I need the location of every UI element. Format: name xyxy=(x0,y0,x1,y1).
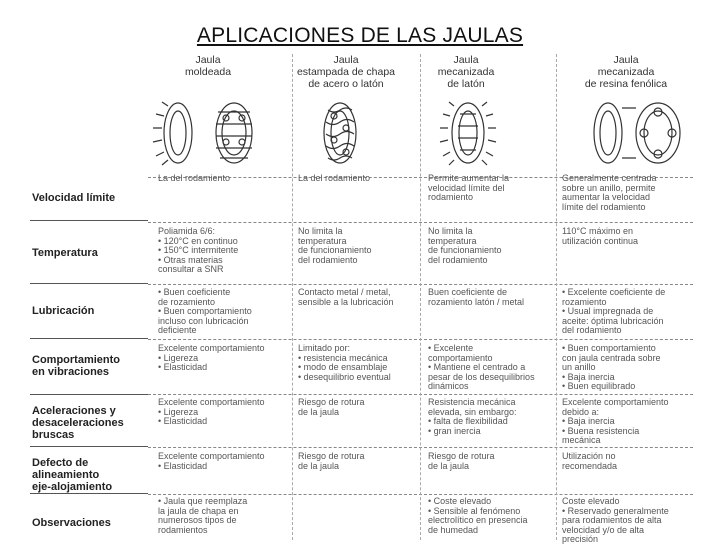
page-title: APLICACIONES DE LAS JAULAS xyxy=(196,24,524,47)
stamped-cage-icon xyxy=(300,98,420,168)
table-cell: Riesgo de rotura de la jaula xyxy=(428,452,495,471)
table-cell: No limita la temperatura de funcionamiento del rodamiento xyxy=(428,227,502,265)
column-header-resin: Jaula mecanizada de resina fenólica xyxy=(584,54,668,90)
column-header-stamped: Jaula estampada de chapa de acero o latón xyxy=(296,54,396,90)
row-divider xyxy=(30,220,148,221)
table-cell: • Excelente coeficiente de rozamiento • Usual impregnada de aceite: óptima lubricación del rodamiento xyxy=(562,288,666,336)
row-label-misalignment: Defecto de alineamiento eje-alojamiento xyxy=(32,457,113,493)
column-header-brass: Jaula mecanizada de latón xyxy=(437,54,495,90)
table-cell: Poliamida 6/6: • 120°C en continuo • 150°C intermitente • Otras materias consultar a SNR xyxy=(158,227,239,275)
table-cell: Riesgo de rotura de la jaula xyxy=(298,398,365,417)
row-label-speed: Velocidad límite xyxy=(32,192,116,204)
table-cell: Excelente comportamiento debido a: • Baja inercia • Buena resistencia mecánica xyxy=(562,398,669,446)
table-cell: Utilización no recomendada xyxy=(562,452,618,471)
column-header-molded: Jaula moldeada xyxy=(184,54,232,78)
row-label-temperature: Temperatura xyxy=(32,247,98,259)
row-divider xyxy=(30,283,148,284)
table-cell: Excelente comportamiento • Ligereza • Elasticidad xyxy=(158,344,265,373)
table-cell: Permite aumentar la velocidad límite del rodamiento xyxy=(428,174,510,203)
molded-cage-icon xyxy=(148,98,268,168)
row-label-observations: Observaciones xyxy=(32,517,111,529)
table-cell: Coste elevado • Reservado generalmente para rodamientos de alta velocidad y/o de alta precisión xyxy=(562,497,669,545)
table-cell: • Coste elevado • Sensible al fenómeno electrolítico en presencia de humedad xyxy=(428,497,528,535)
phenolic-resin-cage-icon xyxy=(578,98,698,168)
table-cell: Resistencia mecánica elevada, sin embargo: • falta de flexibilidad • gran inercia xyxy=(428,398,517,436)
table-cell: La del rodamiento xyxy=(158,174,231,183)
table-cell: • Jaula que reemplaza la jaula de chapa en numerosos tipos de rodamientos xyxy=(158,497,248,535)
table-cell: Contacto metal / metal, sensible a la lubricación xyxy=(298,288,394,307)
column-divider xyxy=(292,54,293,540)
column-divider xyxy=(556,54,557,540)
table-cell: • Buen comportamiento con jaula centrada sobre un anillo • Baja inercia • Buen equilibrado xyxy=(562,344,661,392)
row-label-vibrations: Comportamiento en vibraciones xyxy=(32,354,120,378)
row-label-accelerations: Aceleraciones y desaceleraciones bruscas xyxy=(32,405,124,441)
table-cell: • Excelente comportamiento • Mantiene el centrado a pesar de los desequilibrios dinámicos xyxy=(428,344,535,392)
row-divider xyxy=(30,446,148,447)
table-cell: Buen coeficiente de rozamiento latón / metal xyxy=(428,288,525,307)
table-cell: Excelente comportamiento • Elasticidad xyxy=(158,452,265,471)
table-cell: 110°C máximo en utilización continua xyxy=(562,227,639,246)
row-divider xyxy=(30,394,148,395)
machined-brass-cage-icon xyxy=(420,98,540,168)
table-cell: La del rodamiento xyxy=(298,174,371,183)
table-cell: • Buen coeficiente de rozamiento • Buen comportamiento incluso con lubricación deficiente xyxy=(158,288,252,336)
table-cell: Limitado por: • resistencia mecánica • modo de ensamblaje • desequilibrio eventual xyxy=(298,344,391,382)
table-cell: Generalmente centrada sobre un anillo, permite aumentar la velocidad límite del rodamiento xyxy=(562,174,657,212)
row-label-lubrication: Lubricación xyxy=(32,305,95,317)
table-cell: Riesgo de rotura de la jaula xyxy=(298,452,365,471)
row-divider xyxy=(30,493,148,494)
row-divider xyxy=(30,338,148,339)
table-cell: No limita la temperatura de funcionamiento del rodamiento xyxy=(298,227,372,265)
table-cell: Excelente comportamiento • Ligereza • Elasticidad xyxy=(158,398,265,427)
